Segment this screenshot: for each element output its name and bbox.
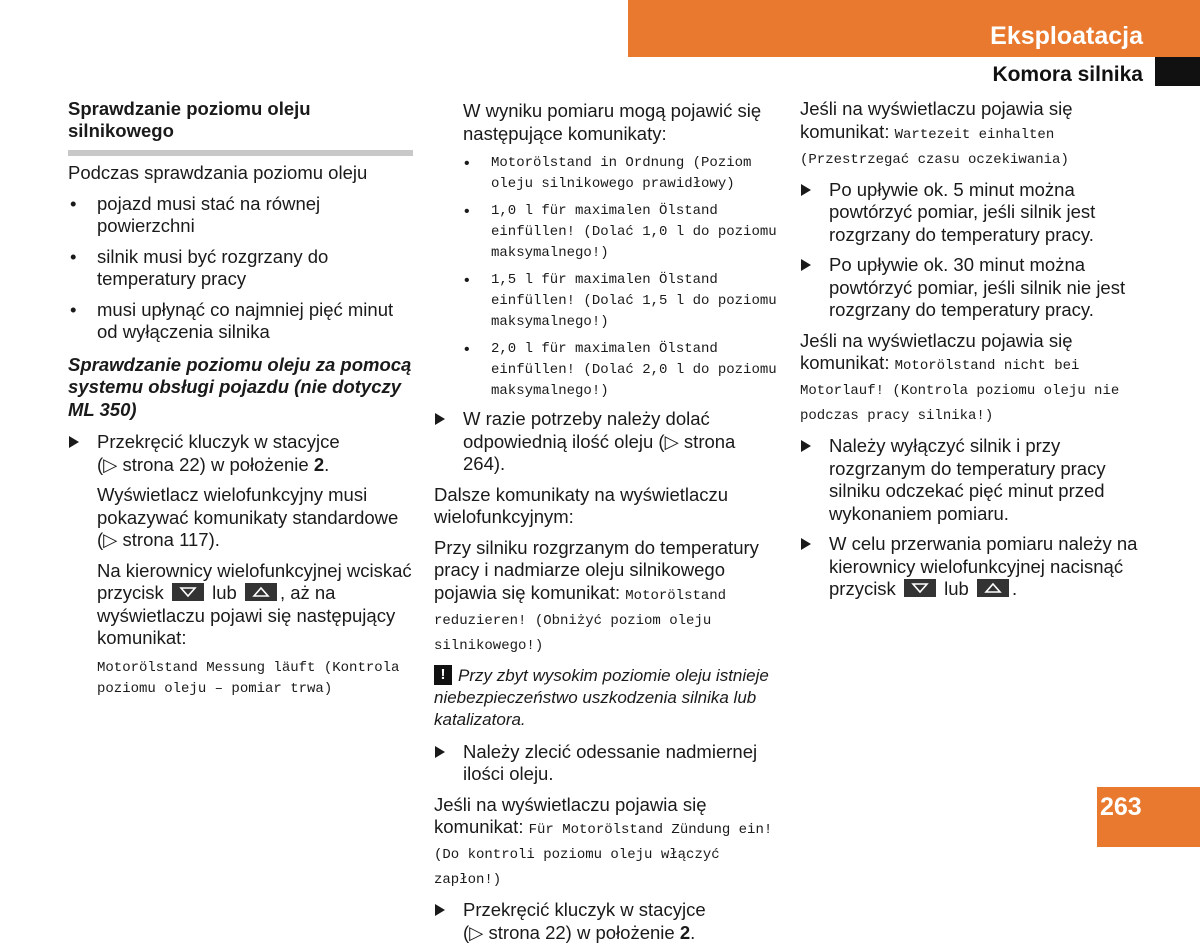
step-item <box>434 899 779 944</box>
step-arrow-icon <box>801 538 811 550</box>
step-text: W razie potrzeby należy dolać odpowiednią ilość oleju (▷ strona 264). <box>463 408 736 474</box>
paragraph <box>434 537 779 657</box>
paragraph-text: Przy silniku rozgrzanym do temperatury pracy i nadmiarze oleju silnikowego pojawia się komunikat: <box>434 536 759 603</box>
step-text: . <box>690 921 696 943</box>
step-item <box>68 431 413 476</box>
page-number: 263 <box>1100 793 1142 821</box>
paragraph <box>800 98 1150 171</box>
list-item: • musi upłynąć co najmniej pięć minut od wyłączenia silnika <box>68 299 413 344</box>
paragraph-text: Jeśli na wyświetlaczu pojawia się komunikat: <box>434 793 707 837</box>
display-message: Für Motorölstand Zündung ein! (Do kontroli poziomu oleju włączyć zapłon!) <box>434 822 773 888</box>
arrow-down-key-icon <box>904 579 936 597</box>
step-arrow-icon <box>801 259 811 271</box>
step-text: . <box>1011 578 1018 599</box>
list-item: • silnik musi być rozgrzany do temperatury pracy <box>68 246 413 291</box>
step-item <box>800 179 1150 247</box>
arrow-up-key-icon <box>245 583 277 601</box>
step-text: (▷ strona 22) w położenie <box>463 921 680 943</box>
heading-rule <box>68 150 413 156</box>
warning-icon: ! <box>434 665 452 685</box>
subheading: Sprawdzanie poziomu oleju za pomocą systemu obsługi pojazdu (nie dotyczy ML 350) <box>68 353 412 420</box>
step-text: Przekręcić kluczyk w stacyjce <box>97 431 340 452</box>
step-arrow-icon <box>435 904 445 916</box>
message-list <box>434 153 779 402</box>
step-arrow-icon <box>69 436 79 448</box>
list-item: • 1,0 l für maximalen Ölstand einfüllen! (Dolać 1,0 l do poziomu maksymalnego!) <box>434 201 779 264</box>
paragraph-text: , aż na wyświetlaczu pojawi się następujący komunikat: <box>97 582 396 648</box>
paragraph <box>68 560 413 650</box>
step-arrow-icon <box>435 746 445 758</box>
step-text: Należy zlecić odessanie nadmiernej ilości oleju. <box>463 740 758 784</box>
step-item <box>800 435 1150 525</box>
key-position: 2 <box>679 921 691 943</box>
intro-text: Podczas sprawdzania poziomu oleju <box>68 162 368 183</box>
paragraph-text: Jeśli na wyświetlaczu pojawia się komunikat: <box>800 98 1073 142</box>
subsection-title: Komora silnika <box>992 63 1143 86</box>
list-item: • Motorölstand in Ordnung (Poziom oleju silnikowego prawidłowy) <box>434 153 779 195</box>
paragraph: W wyniku pomiaru mogą pojawić się następujące komunikaty: <box>463 100 762 144</box>
conditions-list <box>68 193 413 344</box>
paragraph-text: Jeśli na wyświetlaczu pojawia się komunikat: <box>800 329 1073 373</box>
list-item: • 2,0 l für maximalen Ölstand einfüllen! (Dolać 2,0 l do poziomu maksymalnego!) <box>434 339 779 402</box>
step-text: Po upływie ok. 5 minut można powtórzyć pomiar, jeśli silnik jest rozgrzany do temperatury pracy. <box>829 178 1096 245</box>
step-text: Należy wyłączyć silnik i przy rozgrzanym do temperatury pracy silniku odczekać pięć minut przed wykonaniem pomiaru. <box>829 435 1106 524</box>
paragraph <box>800 330 1150 428</box>
arrow-up-key-icon <box>977 579 1009 597</box>
step-arrow-icon <box>801 184 811 196</box>
step-item <box>434 408 779 476</box>
step-text: (▷ strona 22) w położenie <box>97 453 314 475</box>
section-heading: Sprawdzanie poziomu oleju silnikowego <box>68 98 311 141</box>
column-2 <box>434 98 779 952</box>
step-text: W celu przerwania pomiaru należy na kierownicy wielofunkcyjnej nacisnąć przycisk <box>829 533 1138 599</box>
step-text: Przekręcić kluczyk w stacyjce <box>463 899 706 920</box>
step-item <box>434 741 779 786</box>
warning-note <box>434 665 779 731</box>
step-arrow-icon <box>801 440 811 452</box>
step-arrow-icon <box>435 413 445 425</box>
list-item: • pojazd musi stać na równej powierzchni <box>68 193 413 238</box>
step-text: Po upływie ok. 30 minut można powtórzyć pomiar, jeśli silnik nie jest rozgrzany do temperatury pracy. <box>829 254 1126 320</box>
display-message: Motorölstand nicht bei Motorlauf! (Kontrola poziomu oleju nie podczas pracy silnika!) <box>800 358 1120 424</box>
column-1 <box>68 98 413 708</box>
section-title: Eksploatacja <box>990 22 1143 50</box>
list-item: • 1,5 l für maximalen Ölstand einfüllen! (Dolać 1,5 l do poziomu maksymalnego!) <box>434 270 779 333</box>
paragraph <box>434 794 779 892</box>
paragraph-text: Na kierownicy wielofunkcyjnej wciskać przycisk <box>97 559 412 603</box>
display-message: Motorölstand reduzieren! (Obniżyć poziom oleju silnikowego!) <box>434 587 727 654</box>
arrow-down-key-icon <box>172 583 204 601</box>
step-text: lub <box>944 578 969 599</box>
paragraph-text: lub <box>212 582 237 603</box>
paragraph: Wyświetlacz wielofunkcyjny musi pokazywać komunikaty standardowe (▷ strona 117). <box>97 484 399 550</box>
paragraph: Dalsze komunikaty na wyświetlaczu wielofunkcyjnym: <box>434 483 729 527</box>
display-message: Wartezeit einhalten (Przestrzegać czasu oczekiwania) <box>800 126 1069 168</box>
warning-text: Przy zbyt wysokim poziomie oleju istnieje niebezpieczeństwo uszkodzenia silnika lub katalizatora. <box>434 665 769 729</box>
step-text: . <box>324 453 330 475</box>
step-item <box>800 533 1150 601</box>
step-item <box>800 254 1150 322</box>
thumb-tab <box>1155 57 1200 86</box>
key-position: 2 <box>313 453 325 475</box>
display-message: Motorölstand Messung läuft (Kontrola poziomu oleju – pomiar trwa) <box>97 659 400 697</box>
column-3 <box>800 98 1150 609</box>
